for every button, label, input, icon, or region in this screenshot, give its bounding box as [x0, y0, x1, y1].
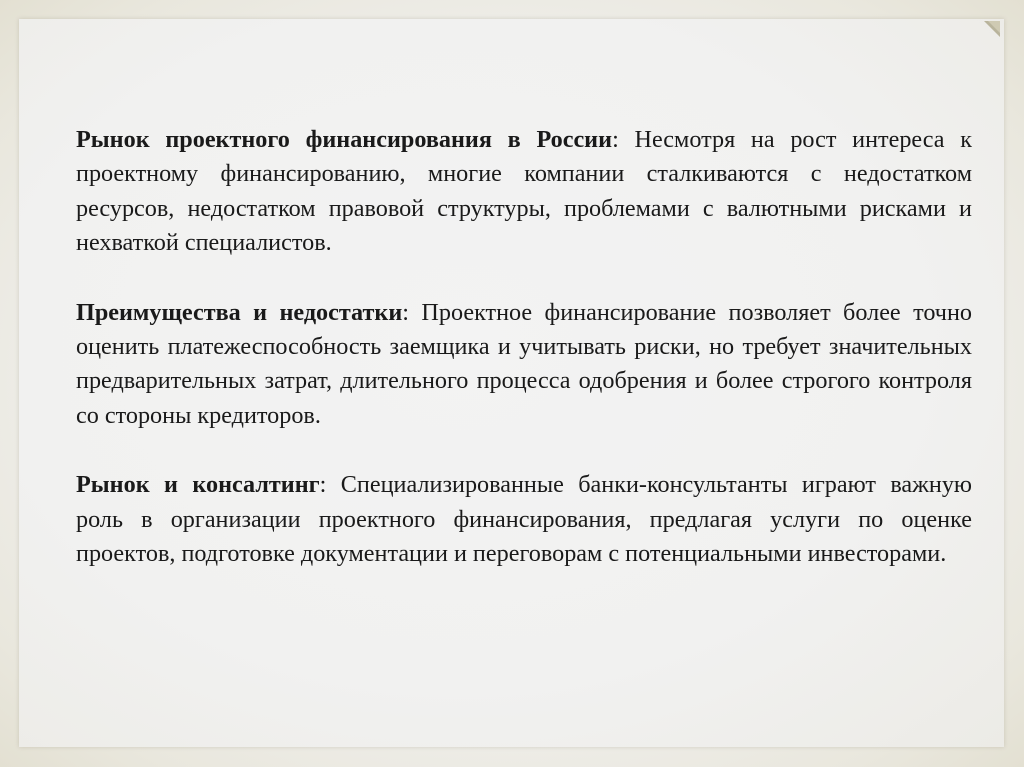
paragraph-separator: :	[319, 471, 341, 499]
slide-content	[76, 123, 972, 606]
paragraph-heading: Рынок проектного финансирования в России	[76, 126, 613, 153]
paragraph-text: Несмотря на рост интереса к проектному финансированию, многие компании сталкиваются с недостатком ресурсов, недостатком правовой структуры, проблемами с валютными рисками и нехваткой специалистов.	[76, 126, 972, 257]
triangle-corner-icon	[978, 19, 1004, 45]
paragraph-separator: :	[402, 298, 422, 326]
paragraph-text: Проектное финансирование позволяет более точно оценить платежеспособность заемщика и учитывать риски, но требует значительных предварительных затрат, длительного процесса одобрения и более строгого контроля со стороны кредиторов.	[76, 298, 972, 429]
slide-page	[19, 19, 1004, 747]
paragraph-heading: Преимущества и недостатки	[76, 298, 403, 326]
paragraph-pros-cons	[76, 296, 972, 434]
paragraph-separator: :	[612, 126, 635, 153]
paragraph-market-russia	[76, 123, 972, 261]
paragraph-market-consulting	[76, 468, 972, 571]
paragraph-heading: Рынок и консалтинг	[76, 471, 320, 499]
paragraph-text: Специализированные банки-консультанты играют важную роль в организации проектного финансирования, предлагая услуги по оценке проектов, подготовке документации и переговорам с потенциальными инвесторами.	[76, 471, 972, 568]
